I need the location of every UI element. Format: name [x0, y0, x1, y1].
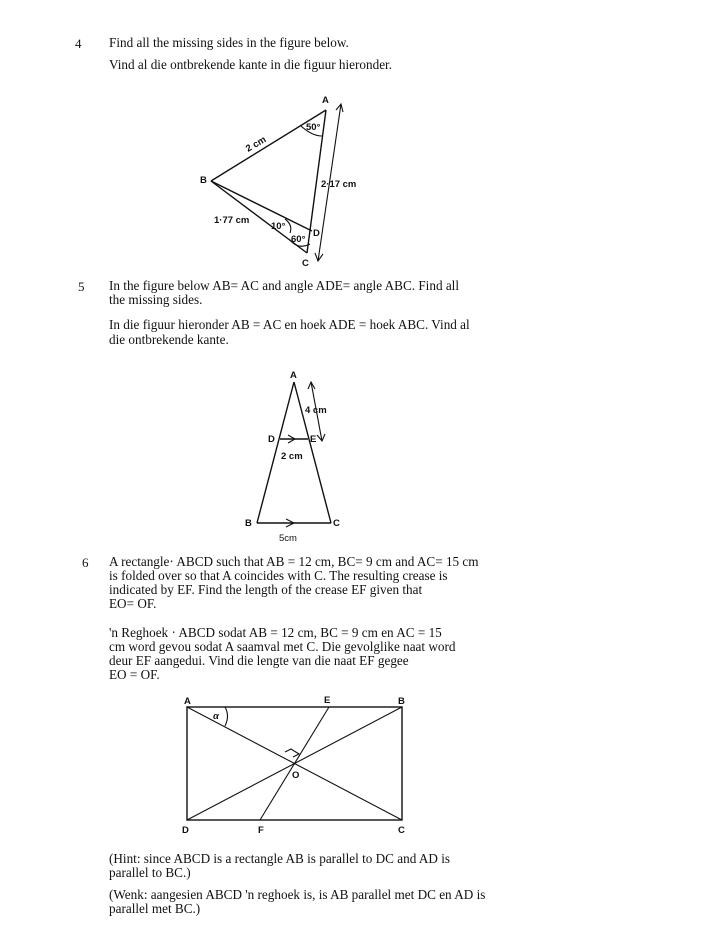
q4-length-ac: 2·17 cm	[321, 179, 357, 190]
q4-label-d: D	[313, 228, 320, 239]
q4-angle-bd: 10°	[271, 221, 286, 232]
question-5-english-line2: the missing sides.	[109, 292, 203, 307]
question-6-hint-afrikaans-line1: (Wenk: aangesien ABCD 'n reghoek is, is AB parallel met DC en AD is	[109, 887, 486, 902]
question-5-number: 5	[78, 279, 85, 294]
q6-label-a: A	[184, 696, 191, 707]
q5-length-bc: 5cm	[279, 533, 297, 544]
q5-length-de: 2 cm	[281, 451, 303, 462]
q5-label-b: B	[245, 518, 252, 529]
question-6-hint-english-line1: (Hint: since ABCD is a rectangle AB is parallel to DC and AD is	[109, 851, 450, 866]
q6-label-f: F	[258, 825, 264, 836]
question-4-afrikaans: Vind al die ontbrekende kante in die figuur hieronder.	[109, 57, 393, 72]
question-6-number: 6	[82, 555, 89, 570]
q4-label-a: A	[322, 95, 329, 106]
q4-length-ab: 2 cm	[244, 134, 269, 155]
question-5-english-line1: In the figure below AB= AC and angle ADE= angle ABC. Find all	[109, 278, 460, 293]
question-5-afrikaans-line2: die ontbrekende kante.	[109, 332, 229, 347]
question-6-english-line1: A rectangle· ABCD such that AB = 12 cm, BC= 9 cm and AC= 15 cm	[109, 554, 479, 569]
q4-angle-d: 60°	[291, 234, 306, 245]
q5-label-c: C	[333, 518, 340, 529]
question-6-english-line4: EO= OF.	[109, 596, 157, 611]
question-4-number: 4	[75, 36, 82, 51]
question-6-afrikaans-line4: EO = OF.	[109, 667, 160, 682]
q6-label-o: O	[292, 770, 300, 781]
q5-label-d: D	[268, 434, 275, 445]
q5-length-ae: 4 cm	[305, 405, 327, 416]
q6-label-e: E	[324, 695, 331, 706]
question-6-hint-afrikaans-line2: parallel met BC.)	[109, 901, 201, 916]
q4-label-c: C	[302, 258, 309, 269]
question-6-english-line3: indicated by EF. Find the length of the crease EF given that	[109, 582, 423, 597]
q6-label-d: D	[182, 825, 189, 836]
question-6-afrikaans-line1: 'n Reghoek · ABCD sodat AB = 12 cm, BC = 9 cm en AC = 15	[109, 625, 442, 640]
q4-label-b: B	[200, 175, 207, 186]
q4-angle-a: 50°	[306, 122, 321, 133]
question-5-afrikaans-line1: In die figuur hieronder AB = AC en hoek ADE = hoek ABC. Vind al	[109, 317, 470, 332]
question-6-hint-english-line2: parallel to BC.)	[109, 865, 191, 880]
question-6-afrikaans-line3: deur EF aangedui. Vind die lengte van die naat EF gegee	[109, 653, 409, 668]
q5-label-a: A	[290, 370, 297, 381]
q6-label-c: C	[398, 825, 405, 836]
q5-label-e: E	[310, 434, 317, 445]
q6-label-b: B	[398, 696, 405, 707]
question-4-english: Find all the missing sides in the figure below.	[109, 35, 349, 50]
question-6-english-line2: is folded over so that A coincides with C. The resulting crease is	[109, 568, 448, 583]
question-6-afrikaans-line2: cm word gevou sodat A saamval met C. Die gevolglike naat word	[109, 639, 456, 654]
q4-length-bd: 1·77 cm	[214, 215, 250, 226]
q6-label-alpha: α	[213, 711, 219, 722]
